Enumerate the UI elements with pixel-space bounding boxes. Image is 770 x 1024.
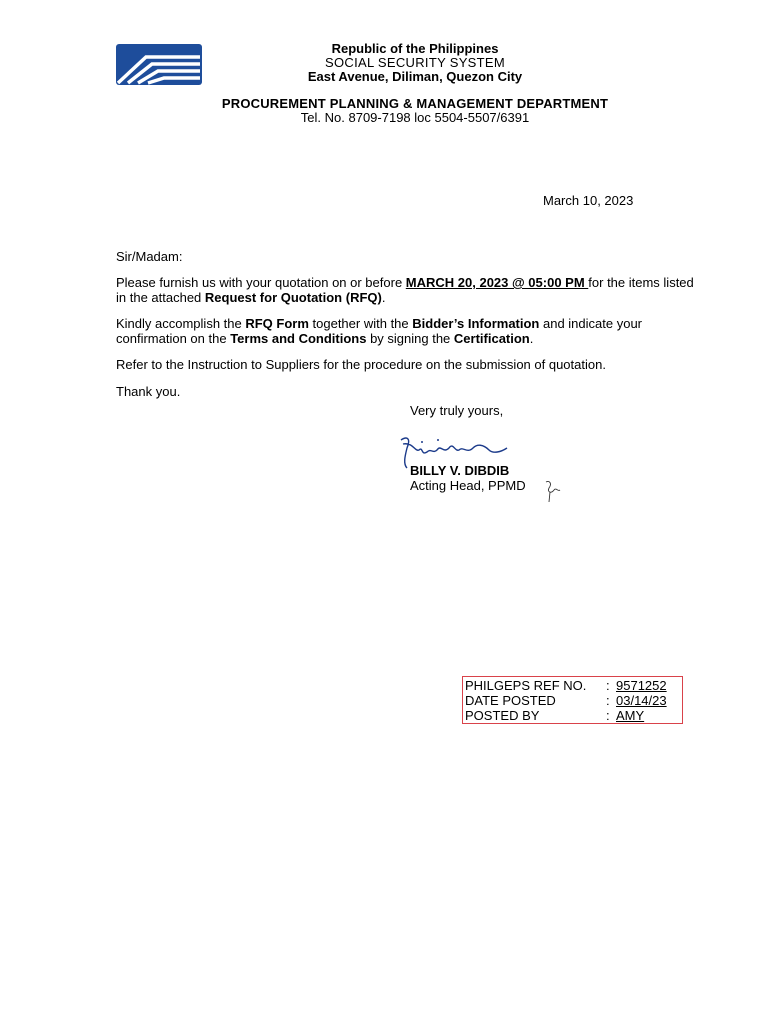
- ref-separator: :: [606, 678, 610, 693]
- letter-date: March 10, 2023: [543, 193, 634, 208]
- ref-value: AMY: [616, 708, 645, 723]
- header-line-sss: SOCIAL SECURITY SYSTEM: [325, 55, 505, 70]
- signer-title: Acting Head, PPMD: [410, 478, 526, 493]
- thank-you: Thank you.: [116, 384, 181, 399]
- initials-icon: [542, 478, 564, 504]
- bidder-info-text: Bidder’s Information: [412, 316, 540, 331]
- text-fragment: Kindly accomplish the: [116, 316, 246, 331]
- sss-logo-icon: [116, 44, 202, 85]
- paragraph-quotation-request: [116, 275, 706, 305]
- text-fragment: .: [529, 331, 534, 346]
- text-fragment: by signing the: [366, 331, 454, 346]
- text-fragment: together with the: [308, 316, 413, 331]
- rfq-text: Request for Quotation (RFQ): [204, 290, 382, 305]
- header-line-address: East Avenue, Diliman, Quezon City: [307, 69, 523, 84]
- paragraph-instructions: Refer to the Instruction to Suppliers for the procedure on the submission of quotation.: [116, 357, 606, 372]
- text-fragment: and indicate your confirmation on the: [116, 316, 642, 346]
- telephone-line: Tel. No. 8709-7198 loc 5504-5507/6391: [300, 110, 530, 125]
- ref-label: PHILGEPS REF NO.: [465, 678, 587, 693]
- ref-label: DATE POSTED: [465, 693, 556, 708]
- text-fragment: Please furnish us with your quotation on or before: [116, 275, 406, 290]
- department-title: PROCUREMENT PLANNING & MANAGEMENT DEPARTMENT: [221, 96, 609, 111]
- signer-name: BILLY V. DIBDIB: [410, 463, 510, 478]
- ref-separator: :: [606, 708, 610, 723]
- ref-value: 03/14/23: [616, 693, 667, 708]
- ref-value: 9571252: [616, 678, 667, 693]
- rfq-form-text: RFQ Form: [245, 316, 309, 331]
- header-line-republic: Republic of the Philippines: [331, 41, 499, 56]
- text-fragment: for the items listed in the attached: [116, 275, 694, 305]
- paragraph-form-instructions: [116, 316, 706, 346]
- philgeps-reference-box: [462, 676, 683, 724]
- terms-text: Terms and Conditions: [230, 331, 367, 346]
- ref-label: POSTED BY: [465, 708, 540, 723]
- ref-separator: :: [606, 693, 610, 708]
- closing: Very truly yours,: [410, 403, 504, 418]
- certification-text: Certification: [453, 331, 530, 346]
- text-fragment: .: [381, 290, 386, 305]
- salutation: Sir/Madam:: [116, 249, 183, 264]
- deadline-text: MARCH 20, 2023 @ 05:00 PM: [405, 275, 589, 290]
